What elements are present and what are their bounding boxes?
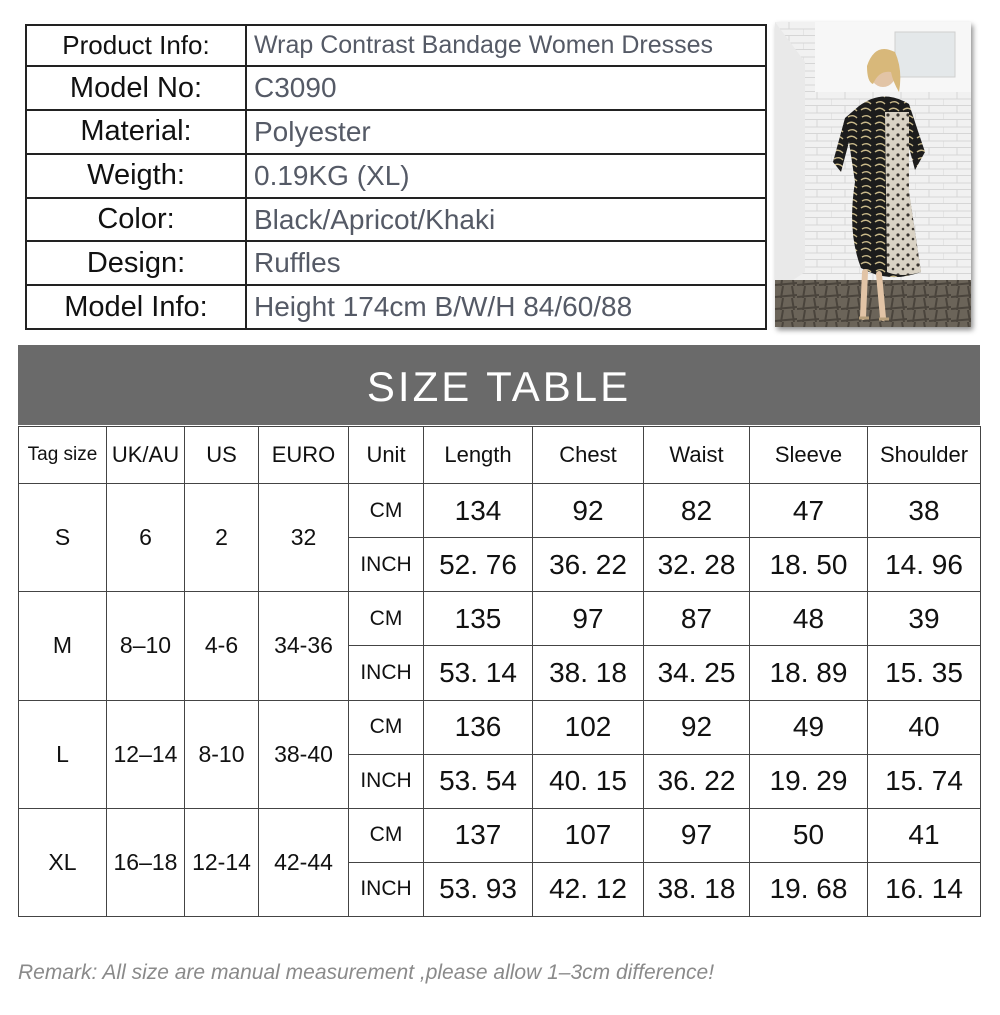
info-row-model-info <box>26 285 766 329</box>
sleeve-cell: 50 <box>750 808 868 862</box>
header-cell: Tag size <box>19 427 107 484</box>
tag-size-cell: XL <box>19 808 107 916</box>
header-cell: Chest <box>533 427 644 484</box>
shoulder-cell: 41 <box>868 808 981 862</box>
length-cell: 53. 54 <box>424 754 533 808</box>
us-size-cell: 8-10 <box>185 700 259 808</box>
sleeve-cell: 48 <box>750 592 868 646</box>
chest-cell: 97 <box>533 592 644 646</box>
table-row <box>19 484 981 538</box>
unit-cell: INCH <box>349 754 424 808</box>
waist-cell: 38. 18 <box>644 862 750 916</box>
chest-cell: 102 <box>533 700 644 754</box>
info-label: Design: <box>26 241 246 285</box>
euro-size-cell: 34-36 <box>259 592 349 700</box>
length-cell: 52. 76 <box>424 538 533 592</box>
info-label: Model No: <box>26 66 246 110</box>
header-cell: UK/AU <box>107 427 185 484</box>
info-row-product <box>26 25 766 66</box>
chest-cell: 40. 15 <box>533 754 644 808</box>
waist-cell: 36. 22 <box>644 754 750 808</box>
info-label: Weigth: <box>26 154 246 198</box>
size-table <box>18 426 981 917</box>
info-row-design <box>26 241 766 285</box>
model-photo-illustration <box>775 22 971 327</box>
info-value: Height 174cm B/W/H 84/60/88 <box>246 285 766 329</box>
header-cell: Sleeve <box>750 427 868 484</box>
header-cell: Length <box>424 427 533 484</box>
shoulder-cell: 15. 35 <box>868 646 981 700</box>
us-size-cell: 4-6 <box>185 592 259 700</box>
info-value: Polyester <box>246 110 766 154</box>
info-row-color <box>26 198 766 242</box>
table-row <box>19 700 981 754</box>
remark-note: Remark: All size are manual measurement ,please allow 1–3cm difference! <box>18 961 715 984</box>
sleeve-cell: 19. 68 <box>750 862 868 916</box>
sleeve-cell: 49 <box>750 700 868 754</box>
info-value: Black/Apricot/Khaki <box>246 198 766 242</box>
chest-cell: 38. 18 <box>533 646 644 700</box>
info-value: C3090 <box>246 66 766 110</box>
product-info-table <box>25 24 767 330</box>
info-label: Color: <box>26 198 246 242</box>
shoulder-cell: 40 <box>868 700 981 754</box>
sleeve-cell: 18. 50 <box>750 538 868 592</box>
info-label: Material: <box>26 110 246 154</box>
uk-size-cell: 16–18 <box>107 808 185 916</box>
header-cell: Unit <box>349 427 424 484</box>
length-cell: 135 <box>424 592 533 646</box>
uk-size-cell: 12–14 <box>107 700 185 808</box>
sleeve-cell: 47 <box>750 484 868 538</box>
waist-cell: 82 <box>644 484 750 538</box>
shoulder-cell: 38 <box>868 484 981 538</box>
info-row-material <box>26 110 766 154</box>
info-row-model-no <box>26 66 766 110</box>
sleeve-cell: 18. 89 <box>750 646 868 700</box>
info-value: Ruffles <box>246 241 766 285</box>
chest-cell: 92 <box>533 484 644 538</box>
shoulder-cell: 39 <box>868 592 981 646</box>
table-row <box>19 592 981 646</box>
length-cell: 134 <box>424 484 533 538</box>
info-label: Model Info: <box>26 285 246 329</box>
length-cell: 136 <box>424 700 533 754</box>
unit-cell: CM <box>349 808 424 862</box>
euro-size-cell: 32 <box>259 484 349 592</box>
tag-size-cell: M <box>19 592 107 700</box>
info-label: Product Info: <box>26 25 246 66</box>
unit-cell: INCH <box>349 538 424 592</box>
sleeve-cell: 19. 29 <box>750 754 868 808</box>
header-cell: Waist <box>644 427 750 484</box>
shoulder-cell: 16. 14 <box>868 862 981 916</box>
length-cell: 53. 14 <box>424 646 533 700</box>
shoulder-cell: 14. 96 <box>868 538 981 592</box>
info-value: 0.19KG (XL) <box>246 154 766 198</box>
chest-cell: 36. 22 <box>533 538 644 592</box>
euro-size-cell: 42-44 <box>259 808 349 916</box>
waist-cell: 97 <box>644 808 750 862</box>
model-photo <box>775 22 971 327</box>
waist-cell: 92 <box>644 700 750 754</box>
waist-cell: 34. 25 <box>644 646 750 700</box>
size-table-header <box>19 427 981 484</box>
unit-cell: INCH <box>349 646 424 700</box>
chest-cell: 42. 12 <box>533 862 644 916</box>
uk-size-cell: 8–10 <box>107 592 185 700</box>
unit-cell: CM <box>349 592 424 646</box>
uk-size-cell: 6 <box>107 484 185 592</box>
info-value: Wrap Contrast Bandage Women Dresses <box>246 25 766 66</box>
tag-size-cell: L <box>19 700 107 808</box>
tag-size-cell: S <box>19 484 107 592</box>
info-row-weight <box>26 154 766 198</box>
shoulder-cell: 15. 74 <box>868 754 981 808</box>
us-size-cell: 12-14 <box>185 808 259 916</box>
size-table-title: SIZE TABLE <box>18 345 980 425</box>
length-cell: 53. 93 <box>424 862 533 916</box>
waist-cell: 87 <box>644 592 750 646</box>
unit-cell: CM <box>349 700 424 754</box>
header-cell: US <box>185 427 259 484</box>
waist-cell: 32. 28 <box>644 538 750 592</box>
unit-cell: CM <box>349 484 424 538</box>
table-row <box>19 808 981 862</box>
length-cell: 137 <box>424 808 533 862</box>
euro-size-cell: 38-40 <box>259 700 349 808</box>
header-cell: Shoulder <box>868 427 981 484</box>
chest-cell: 107 <box>533 808 644 862</box>
unit-cell: INCH <box>349 862 424 916</box>
header-cell: EURO <box>259 427 349 484</box>
us-size-cell: 2 <box>185 484 259 592</box>
